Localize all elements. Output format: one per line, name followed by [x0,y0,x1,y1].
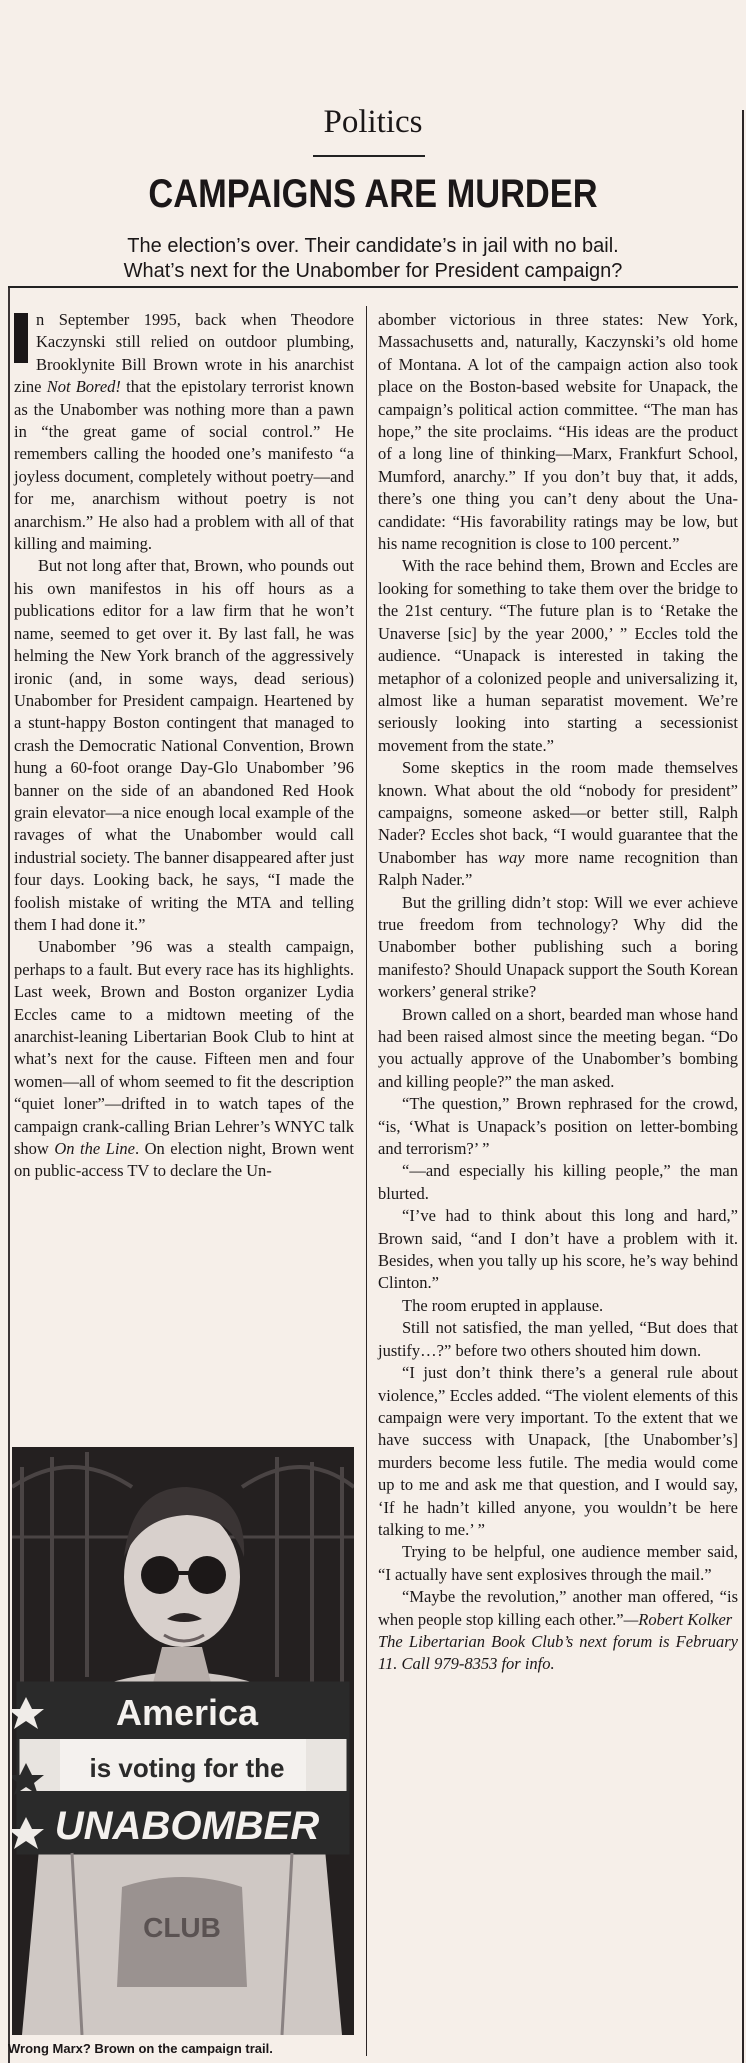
paragraph-15: Trying to be helpful, one audience member said, “I actually have sent explosives through the mail.” [378,1542,738,1584]
paragraph-13: Still not satisfied, the man yelled, “But does that justify…?” before two others shouted him down. [378,1318,738,1360]
footer-note: The Libertarian Book Club’s next forum is February 11. Call 979-8353 for info. [378,1631,738,1674]
paragraph-2: But not long after that, Brown, who pounds out his own manifestos in his off hours as a publications editor for a law firm that he won’t name, seemed to get over it. By last fall, he was helming the New York branch of the aggressively ironic (and, in some ways, dead serious) Unabomber for President campaign. Heartened by a stunt-happy Boston contingent that managed to crash the Democratic National Convention, Brown hung a 60-foot orange Day-Glo Unabomber ’96 banner on the side of an abandoned Red Hook grain elevator—a nice enough local example of the ravages of what the Unabomber would call industrial society. The banner disappeared after just four days. Looking back, he says, “I made the foolish mistake of writing the MTA and telling them I had done it.” [14,556,354,934]
left-edge-rule [8,288,10,2063]
drop-cap [14,313,28,363]
sign-line-3: UNABOMBER [54,1804,320,1848]
paragraph-9: “The question,” Brown rephrased for the crowd, “is, ‘What is Unapack’s position on letter-bombing and terrorism?’ ” [378,1094,738,1159]
paragraph-4: abomber victorious in three states: New York, Massachusetts and, naturally, Kaczynski’s old home of Montana. A lot of the campaign action also took place on the Boston-based website for Unapack, the campaign’s political action committee. “The man has hope,” the site proclaims. “His ideas are the product of a long line of thinking—Marx, Frankfurt School, Mumford, anarchy.” If you don’t buy that, it adds, there’s one thing you can’t deny about the Una-candidate: “His favorability ratings may be low, but his name recognition is close to 100 percent.” [378,310,738,554]
photo-caption: Wrong Marx? Brown on the campaign trail. [8,2041,273,2056]
section-underline [313,155,425,157]
paragraph-8: Brown called on a short, bearded man whose hand had been raised almost since the meeting began. “Do you actually approve of the Unabomber’s bombing and killing people?” the man asked. [378,1004,738,1091]
paragraph-5: With the race behind them, Brown and Eccles are looking for something to take them over the bridge to the 21st century. “The future plan is to ‘Retake the Unaverse [sic] by the year 2000,’ ” Eccles told the audience. “Unapack is interested in taking the metaphor of a colonized people and universalizing it, almost like a human separatist movement. We’re seriously looking into starting a secessionist movement from the state.” [378,556,738,755]
article-column-2 [378,309,738,1676]
page-edge-rule [742,110,744,2063]
byline: —Robert Kolker [623,1609,733,1629]
paragraph-16: “Maybe the revolution,” another man offered, “is when people stop killing each other.”—Robert Kolker [378,1587,738,1629]
deck-line-1: The election’s over. Their candidate’s in jail with no bail. [127,235,619,257]
deck-line-2: What’s next for the Unabomber for President campaign? [123,260,623,282]
deck [0,234,746,284]
paragraph-3: Unabomber ’96 was a stealth campaign, perhaps to a fault. But every race has its highlights. Last week, Brown and Boston organizer Lydia Eccles came to a midtown meeting of the anarchist-leaning Libertarian Book Club to hint at what’s next for the cause. Fifteen men and four women—all of whom seemed to fit the description “quiet loner”—drifted in to watch tapes of the campaign crank-calling Brian Lehrer’s WNYC talk show On the Line. On election night, Brown went on public-access TV to declare the Un- [14,937,355,1181]
paragraph-7: But the grilling didn’t stop: Will we ever achieve true freedom from technology? Why did the Unabomber bother publishing such a boring manifesto? Should Unapack support the South Korean workers’ general strike? [378,892,738,1002]
paragraph-14: “I just don’t think there’s a general rule about violence,” Eccles added. “The violent elements of this campaign were very important. To the extent that we have success with Unapack, [the Unabomber’s] murders become less futile. The media would come up to me and ask me that question, and I would say, ‘If he hadn’t killed anyone, you wouldn’t be here talking to me.’ ” [378,1363,738,1539]
campaign-photo [12,1447,354,2035]
paragraph-11: “I’ve had to think about this long and hard,” Brown said, “and I don’t have a problem with it. Besides, when you tally up his score, he’s way behind Clinton.” [378,1206,738,1293]
sign-line-2: is voting for the [89,1753,285,1783]
paragraph-1: n September 1995, back when Theodore Kaczynski still relied on outdoor plumbing, Brooklynite Bill Brown wrote in his anarchist zine Not Bored! that the epistolary terrorist known as the Unabomber was nothing more than a pawn in “the great game of social control.” He remembers calling the hooded one’s manifesto “a joyless document, completely without poetry—and for me, anarchism without poetry is not anarchism.” He also had a problem with all of that killing and maiming. [14,310,355,554]
shirt-text: CLUB [143,1912,221,1943]
article-column-1 [14,309,354,1183]
photo-illustration [12,1447,354,2035]
column-divider [366,306,367,2056]
paragraph-10: “—and especially his killing people,” the man blurted. [378,1161,738,1203]
section-label: Politics [323,104,423,140]
sign-line-1: America [115,1692,259,1733]
header-rule [8,286,738,288]
paragraph-6: Some skeptics in the room made themselves known. What about the old “nobody for president” campaigns, someone asked—or better still, Ralph Nader? Eccles shot back, “I would guarantee that the Unabomber has way more name recognition than Ralph Nader.” [378,758,738,890]
paragraph-12: The room erupted in applause. [402,1295,604,1315]
headline: CAMPAIGNS ARE MURDER [148,172,598,216]
